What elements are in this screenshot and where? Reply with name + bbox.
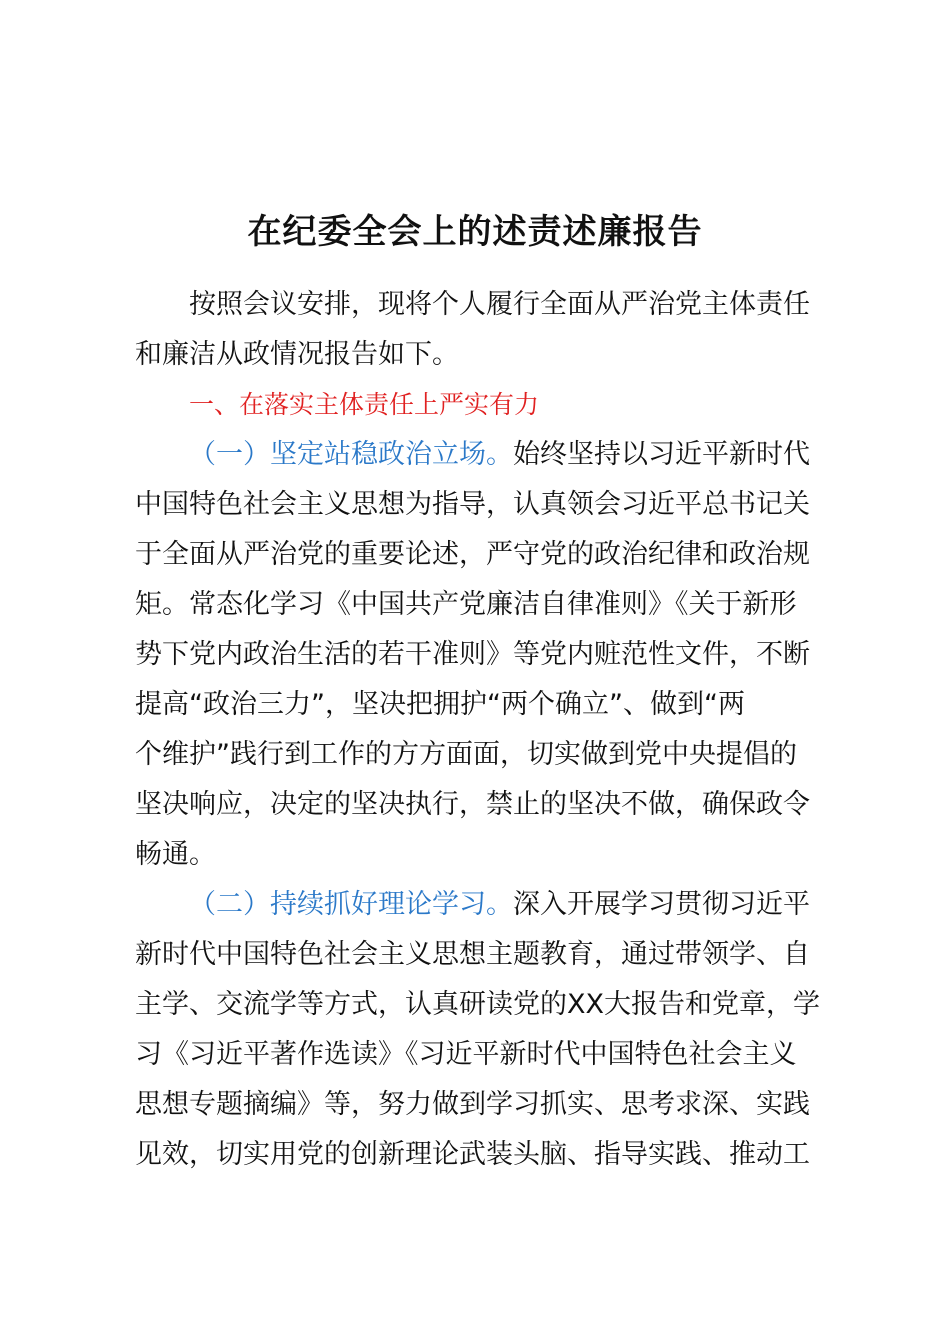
subsection-1-first-line — [135, 430, 835, 480]
subsection-2-text-line-3: 习《习近平著作选读》《习近平新时代中国特色社会主义 — [135, 1039, 797, 1070]
document-body — [135, 280, 835, 1180]
subsection-1-text-line-0: 始终坚持以习近平新时代 — [513, 439, 810, 470]
intro-line-2: 和廉洁从政情况报告如下。 — [135, 339, 459, 370]
subsection-2-text-line-0: 深入开展学习贯彻习近平 — [513, 889, 810, 920]
subsection-1-text-line-2: 于全面从严治党的重要论述，严守党的政治纪律和政治规 — [135, 539, 810, 570]
document-title: 在纪委全会上的述责述廉报告 — [247, 212, 703, 252]
subsection-2-first-line — [135, 880, 835, 930]
subsection-2-paragraph — [135, 880, 835, 1180]
subsection-1-text-line-7: 坚决响应，决定的坚决执行，禁止的坚决不做，确保政令 — [135, 789, 810, 820]
intro-line-1: 按照会议安排，现将个人履行全面从严治党主体责任 — [189, 289, 810, 320]
intro-paragraph — [135, 280, 835, 380]
subsection-2-text-line-5: 见效，切实用党的创新理论武装头脑、指导实践、推动工 — [135, 1139, 810, 1170]
subsection-1-text-line-5: 提高“政治三力”，坚决把拥护“两个确立”、做到“两 — [135, 689, 745, 720]
subsection-1-paragraph — [135, 430, 835, 880]
section-heading-1: 一、在落实主体责任上严实有力 — [189, 390, 540, 419]
subsection-1-text-line-1: 中国特色社会主义思想为指导，认真领会习近平总书记关 — [135, 489, 810, 520]
subsection-1-text-line-4: 势下党内政治生活的若干准则》等党内赃范性文件，不断 — [135, 639, 810, 670]
subsection-2-text-line-1: 新时代中国特色社会主义思想主题教育，通过带领学、自 — [135, 939, 810, 970]
subsection-2-heading: （二）持续抓好理论学习。 — [189, 889, 513, 920]
subsection-1-text-line-3: 矩。常态化学习《中国共产党廉洁自律准则》《关于新形 — [135, 589, 797, 620]
subsection-1-heading: （一）坚定站稳政治立场。 — [189, 439, 513, 470]
subsection-1-text-line-8: 畅通。 — [135, 839, 216, 870]
subsection-1-text-line-6: 个维护”践行到工作的方方面面，切实做到党中央提倡的 — [135, 739, 797, 770]
subsection-2-text-line-2: 主学、交流学等方式，认真研读党的XX大报告和党章，学 — [135, 989, 820, 1020]
subsection-2-text-line-4: 思想专题摘编》等，努力做到学习抓实、思考求深、实践 — [135, 1089, 810, 1120]
